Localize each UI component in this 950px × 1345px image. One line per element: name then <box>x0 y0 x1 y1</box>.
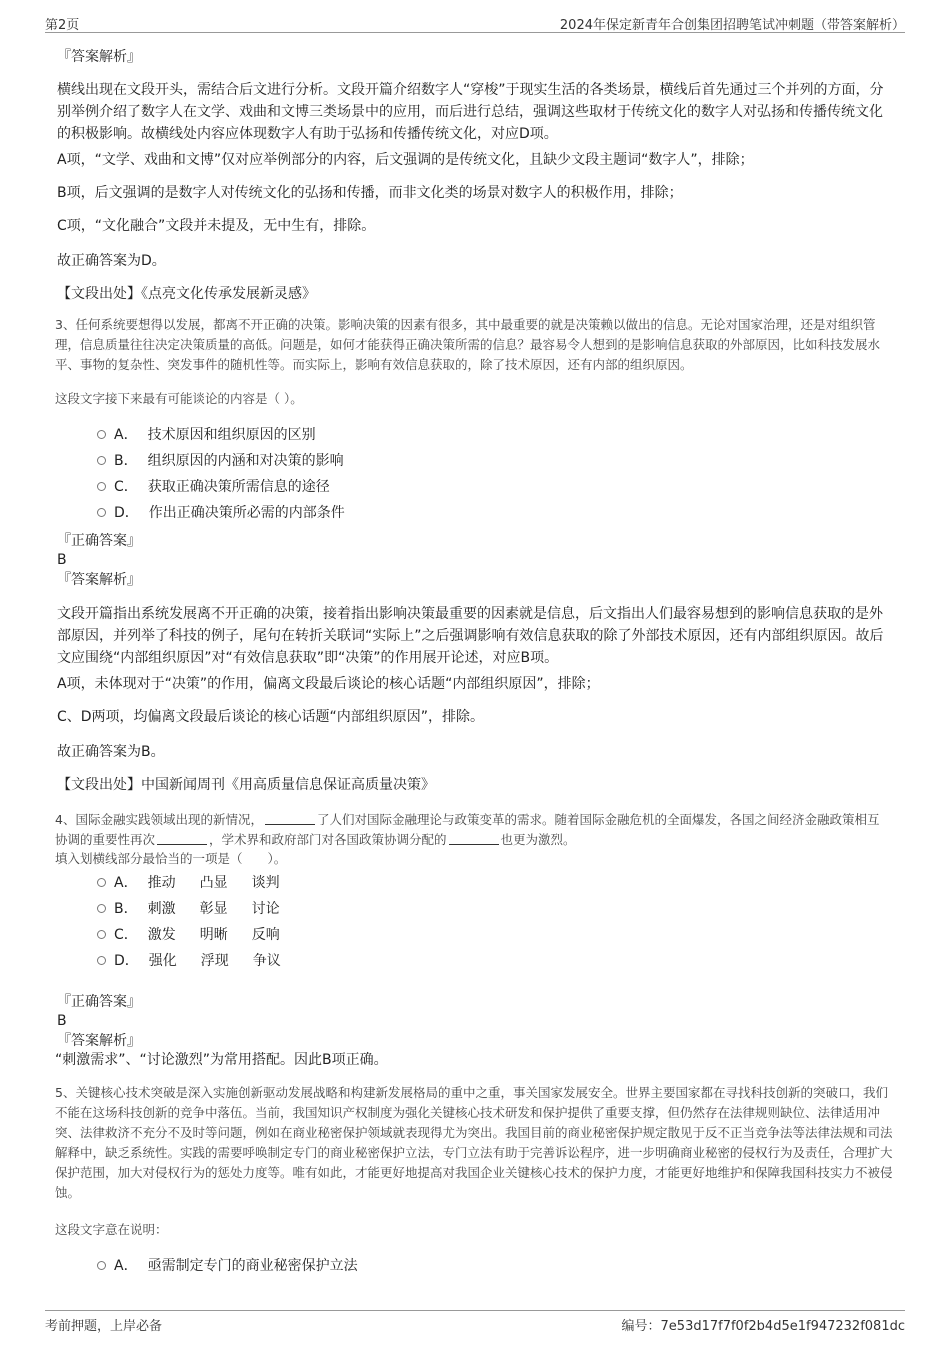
q2-option-c-analysis: C项，“文化融合”文段并未提及，无中生有，排除。 <box>57 218 376 234</box>
q3-question-text: 3、任何系统要想得以发展，都离不开正确的决策。影响决策的因素有很多，其中最重要的就是决策赖以做出的信息。无论对国家治理，还是对组织管理，信息质量往往决定决策质量的高低。问题是，如何才能获得正确决策所需的信息？最容易令人想到的是影响信息获取的外部原因，比如科技发展水平、事物的复杂性、突发事件的随机性等。而实际上，影响有效信息获取的，除了技术原因，还有内部的组织原因。 <box>55 317 881 372</box>
q4-question-text: 4、国际金融实践领域出现的新情况， 了人们对国际金融理论与政策变革的需求。随着国际金融危机的全面爆发，各国之间经济金融政策相互协调的重要性再次 ，学术界和政府部门对各国政策协调分配的 也更为激烈。 <box>55 812 880 847</box>
q4-answer-label: 『正确答案』 <box>57 994 141 1010</box>
q4-option-a[interactable]: A． 推动 凸显 谈判 <box>97 874 304 892</box>
q4-analysis-label: 『答案解析』 <box>57 1033 141 1049</box>
q2-analysis-label: 『答案解析』 <box>57 49 141 65</box>
q3-option-a[interactable]: A． 技术原因和组织原因的区别 <box>97 426 316 444</box>
q2-conclusion: 故正确答案为D。 <box>57 253 166 269</box>
footer-slogan: 考前押题，上岸必备 <box>45 1319 163 1334</box>
q3-option-b[interactable]: B． 组织原因的内涵和对决策的影响 <box>97 452 344 470</box>
document-title: 2024年保定新青年合创集团招聘笔试冲刺题（带答案解析） <box>559 18 905 33</box>
q3-answer-label: 『正确答案』 <box>57 533 141 549</box>
radio-icon[interactable] <box>97 878 106 887</box>
q5-option-a[interactable]: A． 亟需制定专门的商业秘密保护立法 <box>97 1257 358 1275</box>
q3-answer: B <box>57 552 67 568</box>
q4-analysis-text: “刺激需求”、“讨论激烈”为常用搭配。因此B项正确。 <box>55 1052 388 1068</box>
q4-prompt: 填入划横线部分最恰当的一项是（ ）。 <box>55 851 287 866</box>
radio-icon[interactable] <box>97 904 106 913</box>
q3-option-a-analysis: A项，未体现对于“决策”的作用，偏离文段最后谈论的核心话题“内部组织原因”，排除； <box>57 676 600 692</box>
q3-option-cd-analysis: C、D两项，均偏离文段最后谈论的核心话题“内部组织原因”，排除。 <box>57 709 485 725</box>
q4-option-c[interactable]: C． 激发 明晰 反响 <box>97 926 304 944</box>
q3-source: 【文段出处】中国新闻周刊《用高质量信息保证高质量决策》 <box>57 777 435 793</box>
answer-blank <box>157 832 207 845</box>
q3-analysis-label: 『答案解析』 <box>57 572 141 588</box>
q2-option-a-analysis: A项，“文学、戏曲和文博”仅对应举例部分的内容，后文强调的是传统文化，且缺少文段主题词“数字人”，排除； <box>57 152 754 168</box>
q3-option-d[interactable]: D． 作出正确决策所必需的内部条件 <box>97 504 345 522</box>
q4-option-d[interactable]: D． 强化 浮现 争议 <box>97 952 305 970</box>
radio-icon[interactable] <box>97 482 106 491</box>
radio-icon[interactable] <box>97 956 106 965</box>
q3-option-c[interactable]: C． 获取正确决策所需信息的途径 <box>97 478 330 496</box>
page-header <box>45 12 905 33</box>
radio-icon[interactable] <box>97 456 106 465</box>
q4-option-b[interactable]: B． 刺激 彰显 讨论 <box>97 900 304 918</box>
page-number: 第2页 <box>45 18 80 33</box>
radio-icon[interactable] <box>97 1261 106 1270</box>
q5-question-text: 5、关键核心技术突破是深入实施创新驱动发展战略和构建新发展格局的重中之重，事关国家发展安全。世界主要国家都在寻找科技创新的突破口，我们不能在这场科技创新的竞争中落伍。当前，我国知识产权制度为强化关键核心技术研发和保护提供了重要支撑，但仍然存在法律规则缺位、法律适用冲突、法律救济不充分不及时等问题，例如在商业秘密保护领域就表现得尤为突出。我国目前的商业秘密保护规定散见于反不正当竞争法等法律法规和司法解释中，缺乏系统性。实践的需要呼唤制定专门的商业秘密保护立法，专门立法有助于完善诉讼程序，进一步明确商业秘密的侵权行为及责任，合理扩大保护范围，加大对侵权行为的惩处力度等。唯有如此，才能更好地提高对我国企业关键核心技术的保护力度，才能更好地维护和保障我国科技实力不被侵蚀。 <box>55 1085 893 1200</box>
answer-blank <box>449 832 499 845</box>
document-code: 编号：7e53d17f7f0f2b4d5e1f947232f081dc <box>621 1319 905 1334</box>
q2-option-b-analysis: B项，后文强调的是数字人对传统文化的弘扬和传播，而非文化类的场景对数字人的积极作用，排除； <box>57 185 683 201</box>
q2-analysis-text: 横线出现在文段开头，需结合后文进行分析。文段开篇介绍数字人“穿梭”于现实生活的各类场景，横线后首先通过三个并列的方面，分别举例介绍了数字人在文学、戏曲和文博三类场景中的应用，而后进行总结，强调这些取材于传统文化的数字人对弘扬和传播传统文化的积极影响。故横线处内容应体现数字人有助于弘扬和传播传统文化，对应D项。 <box>57 82 884 142</box>
radio-icon[interactable] <box>97 930 106 939</box>
q3-prompt: 这段文字接下来最有可能谈论的内容是（ ）。 <box>55 391 303 406</box>
q4-answer: B <box>57 1013 67 1029</box>
radio-icon[interactable] <box>97 508 106 517</box>
page-footer <box>45 1310 905 1333</box>
q2-source: 【文段出处】《点亮文化传承发展新灵感》 <box>57 286 316 302</box>
q5-prompt: 这段文字意在说明： <box>55 1222 168 1237</box>
radio-icon[interactable] <box>97 430 106 439</box>
q3-conclusion: 故正确答案为B。 <box>57 744 165 760</box>
q3-analysis-text: 文段开篇指出系统发展离不开正确的决策，接着指出影响决策最重要的因素就是信息，后文指出人们最容易想到的影响信息获取的是外部原因，并列举了科技的例子，尾句在转折关联词“实际上”之后强调影响有效信息获取的除了外部技术原因，还有内部组织原因。故后文应围绕“内部组织原因”对“有效信息获取”即“决策”的作用展开论述，对应B项。 <box>57 606 884 666</box>
answer-blank <box>265 812 315 825</box>
